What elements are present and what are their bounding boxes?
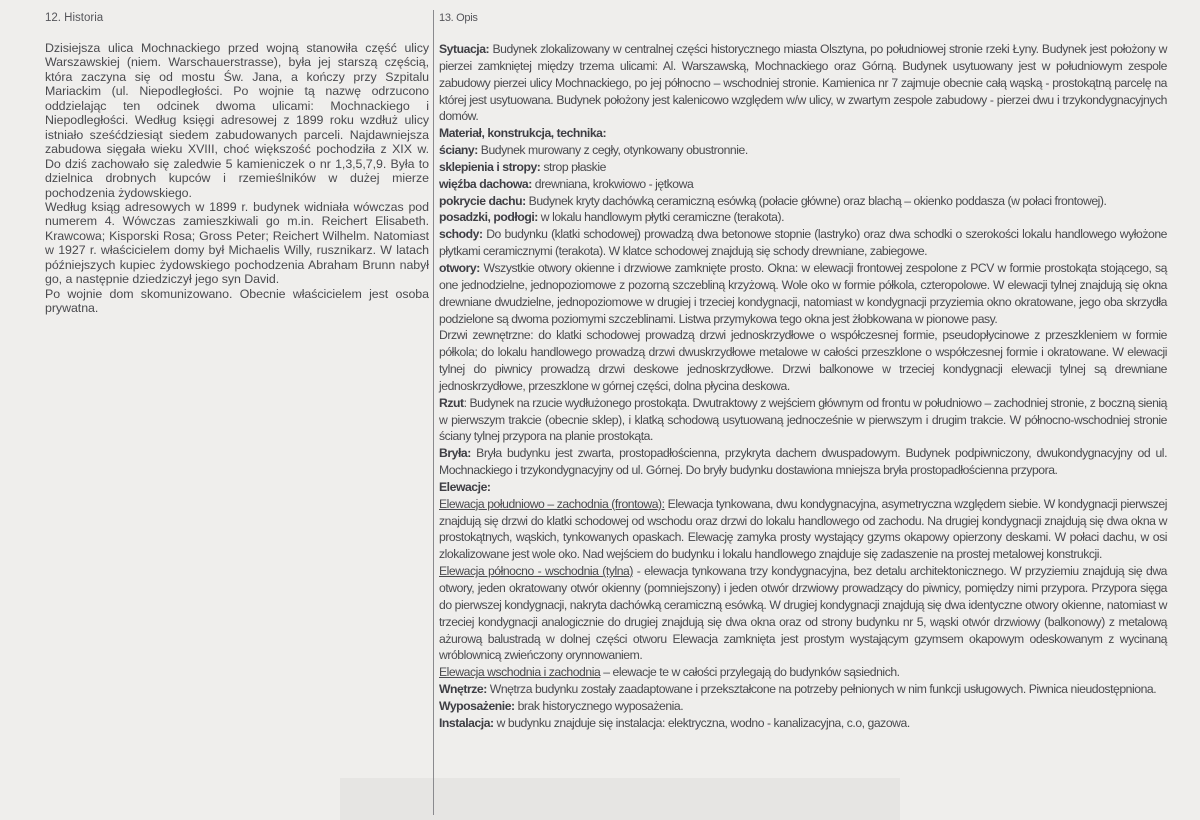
desc-roof-truss	[439, 176, 1167, 193]
desc-situation	[439, 41, 1167, 125]
desc-stairs	[439, 226, 1167, 260]
scan-margin-strip	[340, 778, 900, 820]
desc-text: Bryła budynku jest zwarta, prostopadłościenna, przykryta dachem dwuspadowym. Budynek podpiwniczony, dwukondygnacyjny od ul. Mochnackiego i trzykondygnacyjny od ul. Górnej. Do bryły budynku dostawiona mniejsza bryła prostopadłościenna przypora.	[439, 446, 1167, 478]
desc-plan	[439, 395, 1167, 446]
desc-label: więźba dachowa:	[439, 176, 532, 191]
description-heading: 13. Opis	[439, 12, 478, 24]
desc-interior	[439, 681, 1167, 698]
desc-text: Drzwi zewnętrzne: do klatki schodowej prowadzą drzwi jednoskrzydłowe o współczesnej formie, pseudopłycinowe z przeszkleniem w formie półkola; do lokalu handlowego prowadzą drzwi dwuskrzydłowe metalowe w całości przeszklone o współczesnej formie i okratowane. W elewacji tylnej do piwnicy prowadzą drzwi deskowe jednoskrzydłowe. Drzwi balkonowe w trzeciej kondygnacji elewacji tylnej są drewniane jednoskrzydłowe, przeszklone w górnej części, dolna płycina deskowa.	[439, 328, 1167, 393]
desc-label: Rzut	[439, 395, 464, 410]
desc-walls	[439, 142, 1167, 159]
desc-underlined-label: Elewacja wschodnia i zachodnia	[439, 665, 601, 680]
desc-label: posadzki, podłogi:	[439, 210, 538, 225]
desc-text: Wnętrza budynku zostały zaadaptowane i przekształcone na potrzeby pełnionych w nim funkcji usługowych. Piwnica nieudostępniona.	[486, 682, 1157, 697]
desc-material-heading	[439, 125, 1167, 142]
desc-roofing	[439, 193, 1167, 210]
desc-elevation-side	[439, 664, 1167, 681]
desc-text: Wszystkie otwory okienne i drzwiowe zamknięte prosto. Okna: w elewacji frontowej zespolone z PCV w formie prostokąta stojącego, są one jednodzielne, jednopoziomowe z pozorną szczebliną krzyżową. Wole oko w formie półkola, czteropolowe. W elewacji tylnej znajdują się okna drewniane dwudzielne, jednopoziomowe w drugiej i trzeciej kondygnacji, natomiast w kondygnacji przyziemia okno okratowane, jego oba skrzydła podzielone są dwoma poziomymi szczeblinami. Listwa przymykowa tego okna jest żłobkowana w pionowe pasy.	[439, 260, 1167, 326]
desc-text: : Budynek na rzucie wydłużonego prostokąta. Dwutraktowy z wejściem głównym od frontu w południowo – zachodniej stronie, z boczną sienią w pierwszym trakcie (obecnie sklep), i klatką schodową usytuowaną jednocześnie w pierwszym i drugim trakcie. W północno-wschodniej stronie ściany tylnej przypora na planie prostokąta.	[439, 395, 1168, 444]
history-section	[45, 12, 429, 316]
desc-label: ściany:	[439, 143, 478, 158]
history-heading: 12. Historia	[45, 12, 104, 24]
desc-label: Bryła:	[439, 446, 471, 461]
history-paragraph: Według ksiąg adresowych w 1899 r. budynek widniała wówczas pod numerem 4. Wówczas zamieszkiwali go m.in. Reichert Elisabeth. Krawcowa; Kisporski Rosa; Gross Peter; Reichert Wilhelm. Natomiast w 1927 r. właścicielem domy był Michaelis Willy, rusznikarz. W latach późniejszych kupiec żydowskiego pochodzenia Abraham Brunn nabył go, a następnie dziedziczył jego syn David.	[45, 199, 429, 287]
desc-label: schody:	[439, 227, 483, 242]
desc-mass	[439, 445, 1167, 479]
desc-label: sklepienia i stropy:	[439, 159, 541, 174]
desc-elevation-rear	[439, 563, 1167, 664]
desc-underlined-label: Elewacja północno - wschodnia (tylna)	[439, 564, 633, 579]
desc-text: w budynku znajduje się instalacja: elektryczna, wodno - kanalizacyjna, c.o, gazowa.	[493, 715, 910, 730]
history-paragraph: Dzisiejsza ulica Mochnackiego przed wojną stanowiła część ulicy Warszawskiej (niem. Warschauerstrasse), była jej starszą częścią, która zaczyna się od mostu Św. Jana, a kończy przy Szpitalu Mariackim (ul. Niepodległości. Po wojnie tą nazwę odrzucono oddzielając ten odcinek dwoma ulicami: Mochnackiego i Niepodległości. Według księgi adresowej z 1899 roku wzdłuż ulicy istniało sześćdziesiąt siedem zabudowanych parceli. Najdawniejsza zabudowa sięgała wieku XVIII, choć większość pochodziła z XIX w. Do dziś zachowało się zaledwie 5 kamieniczek o nr 1,3,5,7,9. Była to dzielnica drobnych kupców i rzemieślników w dużej mierze pochodzenia żydowskiego.	[45, 41, 429, 200]
desc-openings	[439, 260, 1167, 327]
desc-elevations-heading	[439, 479, 1167, 496]
desc-text: Budynek zlokalizowany w centralnej części historycznego miasta Olsztyna, po południowej stronie rzeki Łyny. Budynek jest położony w pierzei zamkniętej między trzema ulicami: Al. Warszawską, Mochnackiego oraz Górną. Budynek usytuowany jest w południowym zespole zabudowy pierzei ulicy Mochnackiego, po jej północno – wschodniej stronie. Kamienica nr 7 zajmuje obecnie całą wąską - prostokątną parcelę na której jest usytuowana. Budynek położony jest kalenicowo względem w/w ulicy, w zwartym zespole zabudowy - pierzei dwu i trzykondygnacyjnych domów.	[439, 42, 1167, 124]
desc-label: Instalacja:	[439, 715, 494, 730]
desc-text: strop płaskie	[540, 159, 606, 174]
desc-equipment	[439, 698, 1167, 715]
description-section	[439, 12, 1167, 732]
desc-doors	[439, 327, 1167, 394]
desc-text: brak historycznego wyposażenia.	[514, 698, 684, 713]
desc-text: - elewacja tynkowana trzy kondygnacyjna, bez detalu architektonicznego. W przyziemiu znajdują się dwa otwory, jeden okratowany otwór okienny (pomniejszony) i jeden otwór drzwiowy prowadzący do piwnicy, pomiędzy nimi przypora. Przypora sięga do pierwszej kondygnacji, nakryta dachówką ceramiczną esówką. W drugiej kondygnacji znajdują się dwa identyczne otwory okienne, natomiast w trzeciej kondygnacji analogicznie do drugiej znajdują się dwa okna oraz od strony budynku nr 5, wąski otwór drzwiowy (balkonowy) z metalową ażurową balustradą w dolnej części otworu Elewacja zamknięta jest prostym wystającym gzymsem okapowym odeskowanym z wycinaną wróblownicą zwieńczony orynnowaniem.	[439, 564, 1168, 663]
desc-text: – elewacje te w całości przylegają do budynków sąsiednich.	[600, 665, 900, 680]
desc-floors	[439, 209, 1167, 226]
desc-text: Budynek murowany z cegły, otynkowany obustronnie.	[477, 143, 748, 158]
desc-label: Sytuacja:	[439, 42, 490, 56]
desc-label: Elewacje:	[439, 479, 491, 494]
desc-underlined-label: Elewacja południowo – zachodnia (frontowa):	[439, 496, 665, 511]
history-paragraph: Po wojnie dom skomunizowano. Obecnie właścicielem jest osoba prywatna.	[45, 286, 429, 316]
desc-text: w lokalu handlowym płytki ceramiczne (terakota).	[537, 210, 785, 225]
column-divider	[433, 10, 434, 815]
desc-elevation-front	[439, 496, 1167, 563]
desc-label: pokrycie dachu:	[439, 193, 526, 208]
desc-label: Wyposażenie:	[439, 698, 515, 713]
desc-label: Materiał, konstrukcja, technika:	[439, 126, 607, 141]
desc-installation	[439, 715, 1167, 732]
desc-label: Wnętrze:	[439, 682, 487, 697]
desc-label: otwory:	[439, 260, 480, 275]
desc-text: Do budynku (klatki schodowej) prowadzą dwa betonowe stopnie (lastryko) oraz dwa schodki o szerokości lokalu handlowego wyłożone płytkami ceramicznymi (terakota). W klatce schodowej znajdują się schody drewniane, zabiegowe.	[439, 227, 1167, 259]
desc-ceilings	[439, 159, 1167, 176]
desc-text: Budynek kryty dachówką ceramiczną esówką (połacie główne) oraz blachą – okienko poddasza (w połaci frontowej).	[525, 193, 1107, 208]
desc-text: drewniana, krokwiowo - jętkowa	[531, 176, 694, 191]
desc-text: Elewacja tynkowana, dwu kondygnacyjna, asymetryczna względem siebie. W kondygnacji pierwszej znajdują się drzwi do klatki schodowej od wschodu oraz drzwi do lokalu handlowego od zachodu. Na drugiej kondygnacji znajdują się dwa okna w prostokątnych, wąskich, tynkowanych opaskach. Elewację zamyka prosty wystający gzyms okapowy opierzony deskami. W połaci dachu, w osi zlokalizowane jest wole oko. Nad wejściem do budynku i lokalu handlowego znajduje się zadaszenie na prostej metalowej konstrukcji.	[439, 496, 1167, 562]
